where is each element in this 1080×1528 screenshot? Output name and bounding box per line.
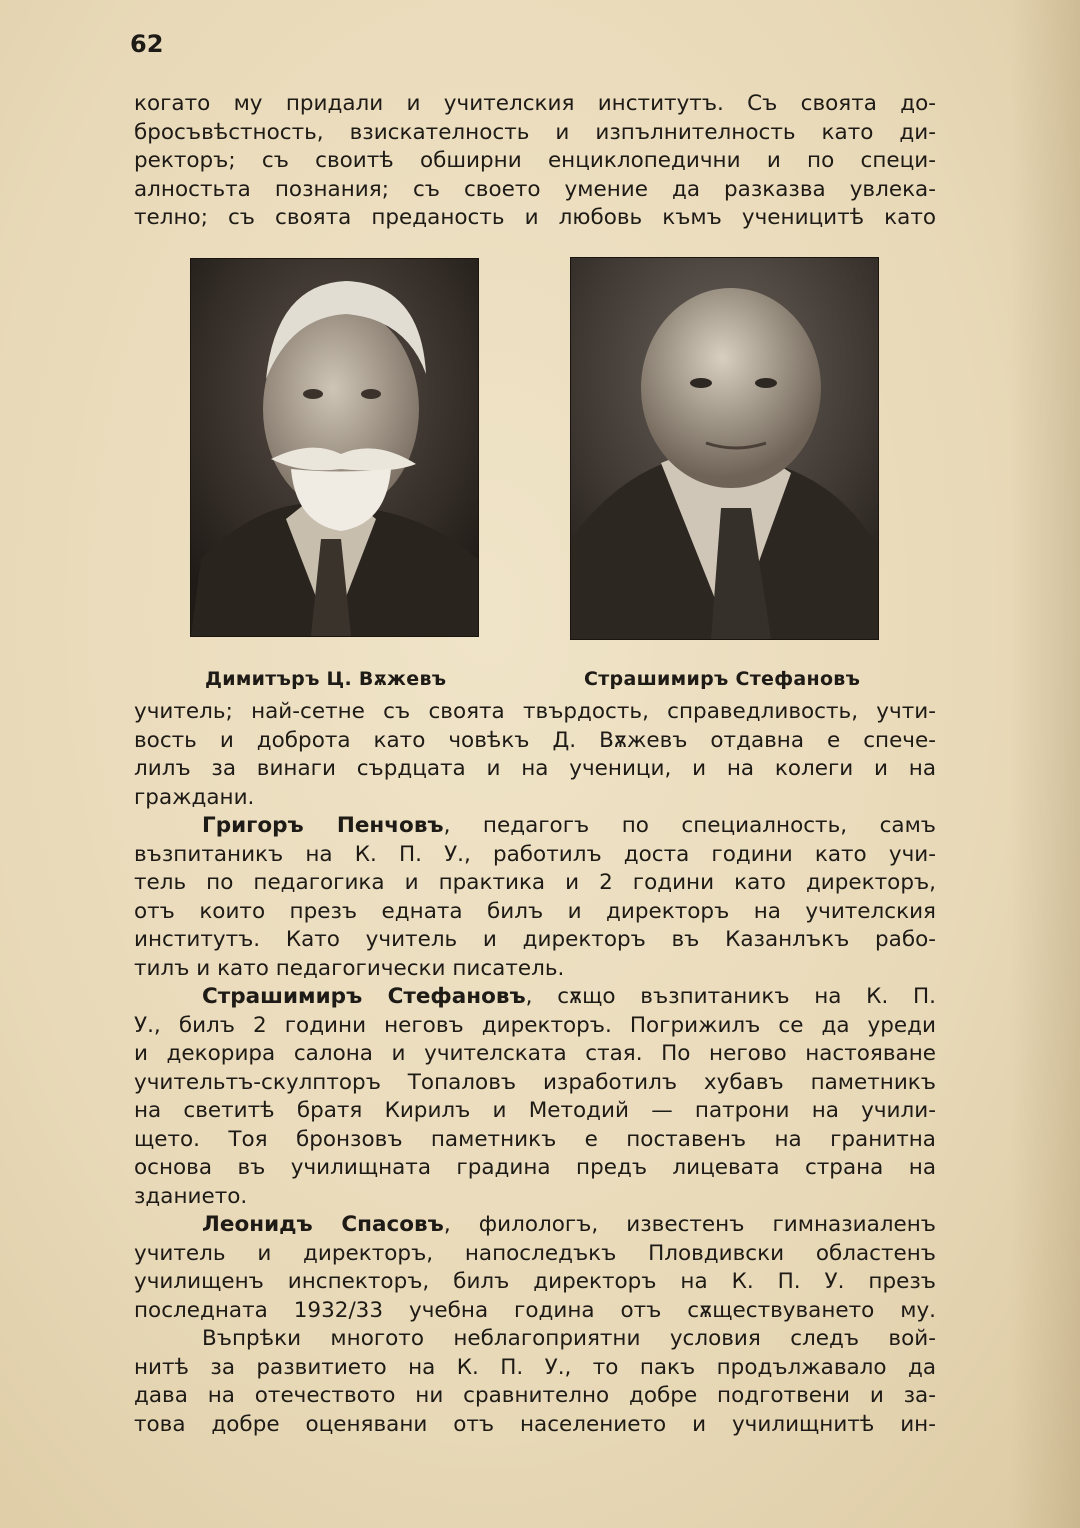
page-number: 62 — [130, 30, 164, 58]
portrait-bearded-man-icon — [191, 259, 478, 636]
text-line: дава на отечеството ни сравнително добре подготвени и за- — [134, 1383, 936, 1408]
text-line: училищенъ инспекторъ, билъ директоръ на К. П. У. презъ — [134, 1269, 936, 1294]
text-line: У., билъ 2 години неговъ директоръ. Погрижилъ се да уреди — [134, 1012, 936, 1038]
text-line: бросъвѣстность, взискателность и изпълнителность като ди- — [134, 119, 936, 145]
text-line: зданието. — [134, 1183, 248, 1209]
text-fragment: , педагогъ по специалность, самъ — [443, 813, 936, 838]
text-line: граждани. — [134, 784, 255, 810]
portrait-photo-vazhev — [190, 258, 479, 637]
text-line: учитель; най-сетне съ своята твърдость, справедливость, учти- — [134, 699, 936, 724]
text-line: това добре оценявани отъ населението и училищнитѣ ин- — [134, 1411, 936, 1437]
text-line: лилъ за винаги сърдцата и на ученици, и на колеги и на — [134, 756, 936, 781]
text-line: нитѣ за развитието на К. П. У., то пакъ продължавало да — [134, 1354, 936, 1380]
photo-caption-vazhev: Димитъръ Ц. Вѫжевъ — [205, 668, 447, 690]
text-line: тилъ и като педагогически писатель. — [134, 955, 565, 981]
text-line: когато му придали и учителския институтъ. Съ своята до- — [134, 91, 936, 116]
text-line: ректоръ; съ своитѣ обширни енциклопедични и по специ- — [134, 148, 936, 173]
text-fragment: , сѫщо възпитаникъ на К. П. — [525, 984, 936, 1009]
paragraph-first-line — [134, 983, 936, 1012]
text-line: и декорира салона и учителската стая. По негово настояване — [134, 1041, 936, 1066]
text-line: Въпрѣки многото неблагоприятни условия следъ вой- — [202, 1326, 936, 1351]
text-line: на светитѣ братя Кирилъ и Методий — патрони на учили- — [134, 1098, 936, 1123]
page-edge-shadow — [1010, 0, 1080, 1528]
main-text — [134, 698, 936, 1439]
paragraph-first-line — [134, 812, 936, 841]
portrait-bald-man-icon — [571, 258, 878, 639]
text-line: отъ които презъ едната билъ и директоръ на учителския — [134, 898, 936, 924]
text-fragment: , филологъ, известенъ гимназиаленъ — [443, 1212, 936, 1237]
text-line: учительтъ-скулпторъ Топаловъ изработилъ хубавъ паметникъ — [134, 1069, 936, 1095]
text-line: основа въ училищната градина предъ лицевата страна на — [134, 1155, 936, 1180]
photo-caption-stefanov: Страшимиръ Стефановъ — [584, 668, 861, 690]
text-line: тель по педагогика и практика и 2 години като директоръ, — [134, 870, 936, 895]
person-name: Григоръ Пенчовъ — [202, 813, 444, 838]
text-line: последната 1932/33 учебна година отъ сѫществуването му. — [134, 1297, 936, 1323]
paragraph-first-line — [134, 1211, 936, 1240]
person-name: Страшимиръ Стефановъ — [202, 984, 526, 1009]
person-name: Леонидъ Спасовъ — [202, 1212, 444, 1237]
text-line: институтъ. Като учитель и директоръ въ Казанлъкъ рабо- — [134, 927, 936, 952]
text-line: алностьта познания; съ своето умение да разказва увлека- — [134, 176, 936, 202]
text-line: учитель и директоръ, напоследъкъ Пловдивски областенъ — [134, 1240, 936, 1266]
text-line: възпитаникъ на К. П. У., работилъ доста години като учи- — [134, 841, 936, 867]
text-line: вость и доброта като човѣкъ Д. Вѫжевъ отдавна е спече- — [134, 727, 936, 753]
top-paragraph — [134, 90, 936, 233]
portrait-photo-stefanov — [570, 257, 879, 640]
text-line: телно; съ своята преданость и любовь къмъ ученицитѣ като — [134, 205, 936, 230]
text-line: щето. Тоя бронзовъ паметникъ е поставенъ на гранитна — [134, 1126, 936, 1152]
